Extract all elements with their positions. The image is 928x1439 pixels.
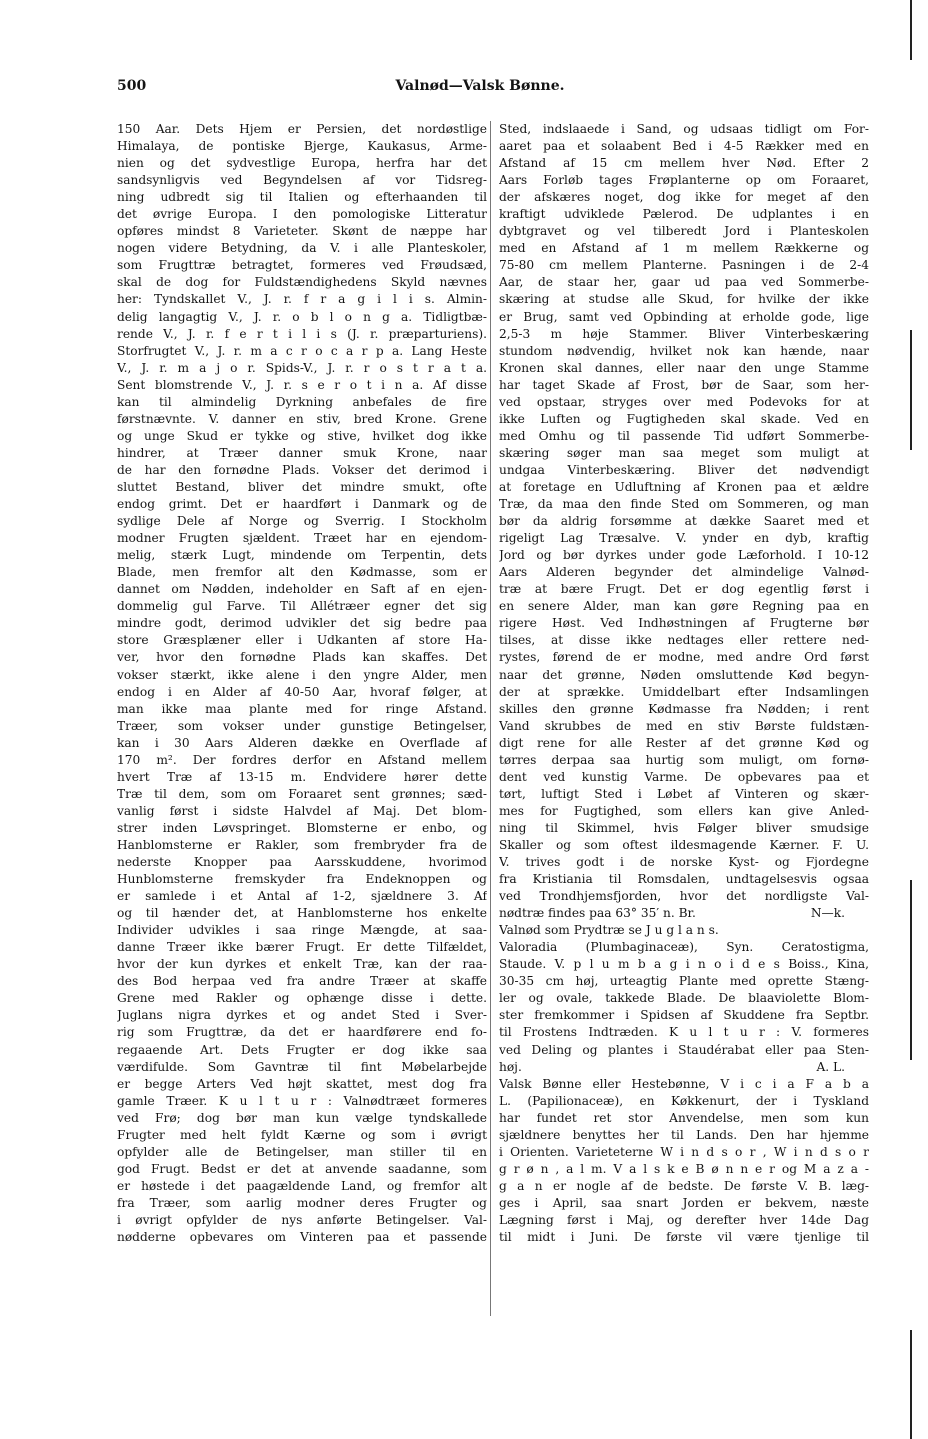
text-line: Storfrugtet V., J. r. m a c r o c a r p a. Lang Heste — [117, 343, 487, 358]
text-line: med Omhu og til passende Tid udført Sommerbe- — [499, 428, 869, 443]
text-line: Aars Alderen begynder det almindelige Valnød- — [499, 565, 869, 580]
text-line: skal de dog for Fuldstændighedens Skyld nævnes — [117, 275, 487, 290]
text-line: opføres mindst 8 Varieteter. Skønt de næppe har — [117, 224, 487, 239]
scan-edge-mark — [910, 330, 912, 450]
text-line: g a n er nogle af de bedste. De første V. B. læg- — [499, 1178, 869, 1193]
text-line: 2,5-3 m høje Stammer. Bliver Vinterbeskæring — [499, 326, 869, 341]
text-line: en senere Alder, man kan gøre Regning paa en — [499, 599, 869, 614]
text-line: Træ til dem, som om Foraaret sent grønnes; sæd- — [117, 786, 487, 801]
text-line: Grene med Rakler og ophænge disse i dette. — [117, 991, 487, 1006]
text-line: 30-35 cm høj, urteagtig Plante med oprette Stæng- — [499, 974, 869, 989]
text-line: nødderne opbevares om Vinteren paa et passende — [117, 1230, 487, 1245]
text-line: at foretage en Udluftning af Kronen paa et ældre — [499, 479, 869, 494]
text-line: ved Trondhjemsfjorden, hvor det nordligste Val- — [499, 889, 869, 904]
text-line: i Orienten. Varieteterne W i n d s o r , W i n d s o r — [499, 1144, 869, 1159]
text-line: træ at bære Frugt. Det er dog egentlig først i — [499, 582, 869, 597]
text-line: tørres derpaa saa hurtig som muligt, om fornø- — [499, 752, 869, 767]
text-line: store Græsplæner eller i Udkanten af store Ha- — [117, 633, 487, 648]
scan-edge-mark — [910, 1330, 912, 1439]
text-line: ning udbredt sig til Italien og efterhaanden til — [117, 190, 487, 205]
text-line: sandsynligvis ved Begyndelsen af vor Tidsreg- — [117, 173, 487, 188]
text-line: skilles den grønne Kødmasse fra Nødden; i rent — [499, 701, 869, 716]
text-line: det øvrige Europa. I den pomologiske Litteratur — [117, 207, 487, 222]
text-line: Frugter med helt fyldt Kærne og som i øvrigt — [117, 1127, 487, 1142]
text-line: værdifulde. Som Gavntræ til fint Møbelarbejde — [117, 1059, 487, 1074]
text-line: de har den fornødne Plads. Vokser det derimod i — [117, 462, 487, 477]
text-line: kan i 30 Aars Alderen dække en Overflade af — [117, 735, 487, 750]
text-line: Kronen skal dannes, eller naar den unge Stamme — [499, 360, 869, 375]
text-line: Juglans nigra dyrkes et og andet Sted i Sver- — [117, 1008, 487, 1023]
text-line: ler og ovale, takkede Blade. De blaaviolette Blom- — [499, 991, 869, 1006]
text-line: 75-80 cm mellem Planterne. Pasningen i de 2-4 — [499, 258, 869, 273]
text-line: rigeligt Lag Træsalve. V. ynder en dyb, kraftig — [499, 531, 869, 546]
text-line: mindre godt, derimod udvikler det sig bedre paa — [117, 616, 487, 631]
text-line: rig som Frugttræ, da det er haardførere end fo- — [117, 1025, 487, 1040]
text-line: undgaa Vinterbeskæring. Bliver det nødvendigt — [499, 462, 869, 477]
text-line: endog i en Alder af 40-50 Aar, hvoraf følger, at — [117, 684, 487, 699]
text-line: Sent blomstrende V., J. r. s e r o t i n a. Af disse — [117, 377, 487, 392]
text-line: Staude. V. p l u m b a g i n o i d e s Boiss., Kina, — [499, 957, 869, 972]
text-line: V., J. r. m a j o r. Spids-V., J. r. r o s t r a t a. — [117, 360, 487, 375]
text-line: er samlede i et Antal af 1-2, sjældnere 3. Af — [117, 889, 487, 904]
text-line: ster fremkommer i Spidsen af Skuddene fra Septbr. — [499, 1008, 869, 1023]
text-line: Lægning først i Maj, og derefter hver 14de Dag — [499, 1213, 869, 1227]
text-line: nien og det sydvestlige Europa, herfra har det — [117, 156, 487, 171]
text-line: Sted, indslaaede i Sand, og udsaas tidligt om For- — [499, 122, 869, 136]
text-line: des Bod herpaa ved fra andre Træer at skaffe — [117, 974, 487, 989]
text-line: strer inden Løvspringet. Blomsterne er enbo, og — [117, 820, 487, 835]
text-line: Vand skrubbes de med en stiv Børste fuldstæn- — [499, 718, 869, 733]
text-line: ved opstaar, stryges over med Podevoks for at — [499, 394, 869, 409]
text-line: er begge Arters Ved højt skattet, mest dog fra — [117, 1076, 487, 1091]
text-line: der afskæres noget, dog ikke for meget af den — [499, 190, 869, 205]
text-line: regaaende Art. Dets Frugter er dog ikke saa — [117, 1042, 487, 1057]
running-head: Valnød—Valsk Bønne. — [395, 78, 565, 94]
text-line: er Brug, samt ved Opbinding at erholde gode, lige — [499, 309, 869, 324]
text-line: førstnævnte. V. danner en stiv, bred Krone. Grene — [117, 411, 487, 426]
text-line: Valsk Bønne eller Hestebønne, V i c i a F a b a — [499, 1076, 869, 1091]
text-line: kraftigt udviklede Pælerod. De udplantes i en — [499, 207, 869, 222]
text-line: har fundet ret stor Anvendelse, men som kun — [499, 1110, 869, 1125]
text-line: sydlige Dele af Norge og Sverrig. I Stockholm — [117, 514, 487, 529]
text-line: Træer, som vokser under gunstige Betingelser, — [117, 718, 487, 733]
text-line: g r ø n , a l m. V a l s k e B ø n n e r og M a z a - — [499, 1161, 869, 1176]
scan-edge-mark — [910, 880, 912, 1060]
text-line: Aars Forløb tages Frøplanterne op om Foraaret, — [499, 173, 869, 188]
scan-edge-mark — [910, 0, 912, 60]
author-signature: N—k. — [810, 906, 845, 921]
text-line: Himalaya, de pontiske Bjerge, Kaukasus, Arme- — [117, 139, 487, 154]
text-line: dent ved kunstig Varme. De opbevares paa et — [499, 769, 869, 784]
text-line: nødtræ findes paa 63° 35′ n. Br. — [499, 906, 696, 921]
text-line: Jord og bør dyrkes under gode Læforhold. I 10-12 — [499, 548, 869, 563]
text-line: modner Frugten sjældent. Træet har en ejendom- — [117, 531, 487, 546]
text-line: L. (Papilionaceæ), en Køkkenurt, der i Tyskland — [499, 1093, 869, 1108]
text-line: hindrer, at Træer danner smuk Krone, naar — [117, 445, 487, 460]
text-line: her: Tyndskallet V., J. r. f r a g i l i s. Almin- — [117, 292, 487, 307]
text-line: Blade, men fremfor alt den Kødmasse, som er — [117, 565, 487, 580]
text-line: ning til Skimmel, hvis Følger bliver smudsige — [499, 820, 869, 835]
text-line: Valoradia (Plumbaginaceæ), Syn. Ceratostigma, — [499, 940, 869, 955]
text-line: danne Træer ikke bærer Frugt. Er dette Tilfældet, — [117, 940, 487, 955]
text-line: til midt i Juni. De første vil være tjenlige til — [499, 1230, 869, 1245]
text-line: aaret paa et solaabent Bed i 4-5 Rækker med en — [499, 139, 869, 154]
text-line: vanlig først i sidste Halvdel af Maj. Det blom- — [117, 803, 487, 818]
signature-line — [499, 905, 869, 922]
right-column — [499, 121, 869, 1246]
text-line: bør da aldrig forsømme at dække Saaret med et — [499, 514, 869, 529]
signature-line — [499, 1059, 869, 1076]
author-signature: A. L. — [816, 1059, 845, 1074]
text-line: dommelig gul Farve. Til Allétræer egner det sig — [117, 599, 487, 614]
text-line: ved Frø; dog bør man kun vælge tyndskallede — [117, 1110, 487, 1125]
text-line: til Frostens Indtræden. K u l t u r : V. formeres — [499, 1025, 869, 1040]
text-line: med en Afstand af 1 m mellem Rækkerne og — [499, 241, 869, 256]
text-line: vokser stærkt, ikke alene i den yngre Alder, men — [117, 667, 487, 682]
page-number: 500 — [117, 78, 147, 94]
text-line: Aar, de staar her, gaar ud paa ved Sommerbe- — [499, 275, 869, 290]
text-line: digt rene for alle Rester af det grønne Kød og — [499, 735, 869, 750]
text-line: ikke Luften og Fugtigheden skal skade. Ved en — [499, 411, 869, 426]
text-line: og unge Skud er tykke og stive, hvilket dog ikke — [117, 428, 487, 443]
text-line: dannet om Nødden, indeholder en Saft af en ejen- — [117, 582, 487, 597]
text-line: tørt, luftigt Sted i Løbet af Vinteren og skær- — [499, 786, 869, 801]
text-line: tilses, at disse ikke nedtages eller rettere ned- — [499, 633, 869, 648]
text-line: sluttet Bestand, bliver det mindre smukt, ofte — [117, 479, 487, 494]
gutter-edge — [910, 0, 912, 1439]
text-line: Afstand af 15 cm mellem hver Nød. Efter 2 — [499, 156, 869, 171]
text-line: nederste Knopper paa Aarsskuddene, hvorimod — [117, 855, 487, 870]
column-divider — [490, 121, 491, 1316]
text-line: som Frugttræ betragtet, formeres ved Frøudsæd, — [117, 258, 487, 273]
text-line: endog grimt. Det er haardført i Danmark og de — [117, 497, 487, 512]
text-line: kan til almindelig Dyrkning anbefales de fire — [117, 394, 487, 409]
text-line: der at sprække. Umiddelbart efter Indsamlingen — [499, 684, 869, 699]
text-line: er høstede i det paagældende Land, og fremfor alt — [117, 1178, 487, 1193]
text-line: melig, stærk Lugt, mindende om Terpentin, dets — [117, 548, 487, 563]
text-line: god Frugt. Bedst er det at anvende saadanne, som — [117, 1161, 487, 1176]
text-line: mes for Fugtighed, som ellers kan give Anled- — [499, 803, 869, 818]
text-line: dybtgravet og vel tilberedt Jord i Planteskolen — [499, 224, 869, 239]
text-line: Individer udvikles i saa ringe Mængde, at saa- — [117, 923, 487, 938]
text-line: rigere Høst. Ved Indhøstningen af Frugterne bør — [499, 616, 869, 631]
text-line: man ikke maa plante med for ringe Afstand. — [117, 701, 487, 716]
text-line: 170 m². Der fordres derfor en Afstand mellem — [117, 752, 487, 767]
text-line: rende V., J. r. f e r t i l i s (J. r. præparturiens). — [117, 326, 487, 341]
text-line: stundom nødvendig, hvilket nok kan hænde, naar — [499, 343, 869, 358]
text-line: 150 Aar. Dets Hjem er Persien, det nordøstlige — [117, 122, 487, 136]
left-column — [117, 121, 487, 1246]
text-line: naar det grønne, Nøden omsluttende Kød begyn- — [499, 667, 869, 682]
text-line: gamle Træer. K u l t u r : Valnødtræet formeres — [117, 1093, 487, 1108]
text-line: hvor der kun dyrkes et enkelt Træ, kan der raa- — [117, 957, 487, 972]
text-line: sjældnere benyttes her til Lands. Den har hjemme — [499, 1127, 869, 1142]
text-line: skæring at studse alle Skud, for hvilke der ikke — [499, 292, 869, 307]
text-line: V. trives godt i de norske Kyst- og Fjordegne — [499, 855, 869, 870]
text-line: opfylder alle de Betingelser, man stiller til en — [117, 1144, 487, 1159]
text-line: nogen videre Betydning, da V. i alle Planteskoler, — [117, 241, 487, 256]
text-line: og til hænder det, at Hanblomsterne hos enkelte — [117, 906, 487, 921]
text-line: har taget Skade af Frost, bør de Saar, som her- — [499, 377, 869, 392]
text-line: Skaller og som oftest ildesmagende Kærner. F. U. — [499, 837, 869, 852]
text-line: ver, hvor den fornødne Plads kan skaffes. Det — [117, 650, 487, 665]
text-line: fra Kristiania til Romsdalen, undtagelsesvis ogsaa — [499, 872, 869, 887]
text-line: høj. — [499, 1059, 522, 1074]
text-line: skæring søger man saa meget som muligt at — [499, 445, 869, 460]
text-line: Hunblomsterne fremskyder fra Endeknoppen og — [117, 872, 487, 887]
text-line: Træ, da maa den finde Sted om Sommeren, og man — [499, 497, 869, 512]
text-line: Valnød som Prydtræ se J u g l a n s. — [499, 923, 719, 938]
text-line: i øvrigt opfylder de nys anførte Betingelser. Val- — [117, 1213, 487, 1227]
text-line: Hanblomsterne er Rakler, som frembryder fra de — [117, 837, 487, 852]
text-line: hvert Træ af 13-15 m. Endvidere hører dette — [117, 769, 487, 784]
text-line: delig langagtig V., J. r. o b l o n g a. Tidligtbæ- — [117, 309, 487, 324]
text-line: ved Deling og plantes i Staudérabat eller paa Sten- — [499, 1042, 869, 1057]
text-line: ges i April, saa snart Jorden er bekvem, næste — [499, 1195, 869, 1210]
text-line: fra Træer, som aarlig modner deres Frugter og — [117, 1195, 487, 1210]
text-line: rystes, førend de er modne, med andre Ord først — [499, 650, 869, 665]
